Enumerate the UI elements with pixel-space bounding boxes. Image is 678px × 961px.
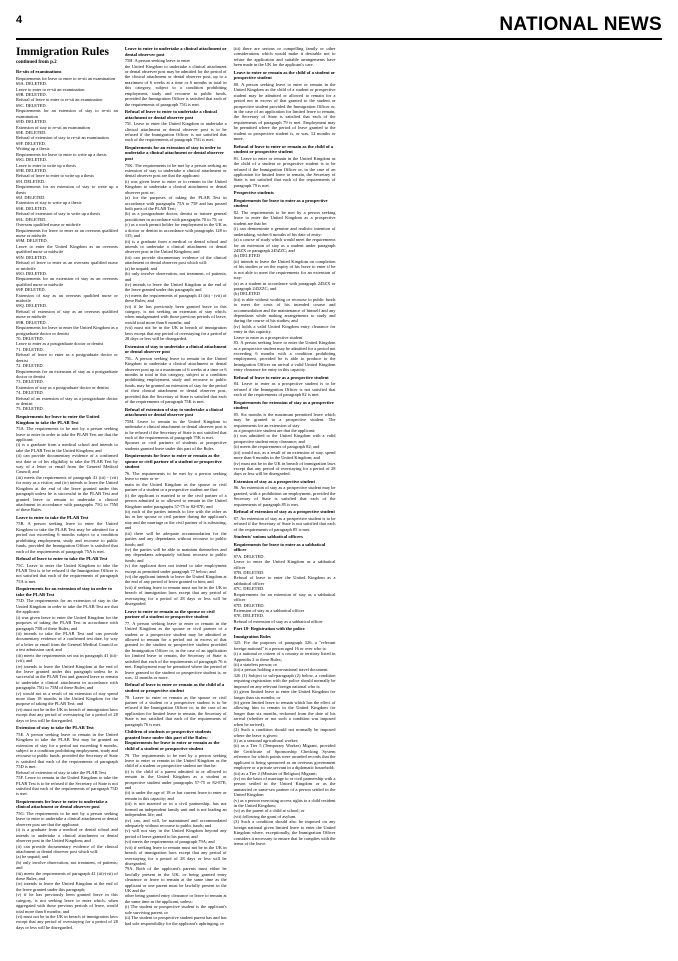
- rule-paragraph: (v) meets the requirements of paragraph 41 (iii) - (vii) of these Rules; and: [124, 292, 227, 304]
- rule-subheading: Students' unions sabbatical officers: [233, 533, 303, 539]
- rule-paragraph: (ii) is a graduate from a medical or dental school and intends to undertake a clinical attachment or dental observer post in the United Kingdom; and: [124, 238, 227, 255]
- rule-paragraph: 69K. DELETED.: [16, 205, 47, 211]
- rule-paragraph: 69F. DELETED.: [16, 140, 46, 146]
- rule-paragraph: (b) as a postgraduate doctor, dentist or trainee general practitioner in accordance with paragraphs 70 to 75; or: [124, 211, 227, 222]
- rule-paragraph: 69G. DELETED.: [16, 157, 47, 163]
- rule-subheading: Refusal of extension of stay as a prospective student: [233, 509, 335, 515]
- rule-paragraph: (iii) meets the requirements set out in paragraph 41 (iii)-(vii); and: [16, 652, 118, 664]
- rule-paragraph: (vii) if seeking leave to remain must not be in the UK in breach of immigration laws except that any period of overstaying for a period of 28 days or less will be disregarded.: [124, 584, 227, 607]
- rule-paragraph: 69R. DELETED.: [16, 319, 47, 325]
- rule-paragraph: 74. DELETED.: [16, 390, 44, 396]
- rule-paragraph: 326 (1) Subject to sub-paragraph (2) below, a condition requiring registration with the police should normally be imposed on any relevant foreign national who is:: [233, 672, 336, 689]
- rule-subheading: Leave to enter or remain as the spouse or civil partner of a student or prospective student: [124, 608, 215, 620]
- rule-paragraph: Requirements for an extension of stay as a sabbatical officer: [233, 591, 336, 603]
- rule-paragraph: 87A. DELETED.: [233, 553, 265, 559]
- rule-paragraph: Extension of stay to write up a thesis: [16, 200, 82, 206]
- rule-paragraph: 85. Six months is the maximum permitted leave which may be granted to a prospective student. The requirements for an extension of stay: [233, 411, 336, 428]
- rule-paragraph: (vii) following the grant of asylum.: [233, 813, 297, 819]
- rule-paragraph: 73. DELETED.: [16, 379, 44, 385]
- rule-paragraph: (ii) a stateless person; or: [233, 662, 278, 668]
- rule-subheading: Immigration Rules: [233, 633, 271, 639]
- rule-paragraph: (iii) meets the requirements of paragraph 41 (iii)-(vii) of these Rules; and: [16, 870, 118, 882]
- rule-paragraph: Refusal of extension of stay to re-sit an examination: [16, 135, 109, 141]
- rule-paragraph: (ii) intends to leave the United Kingdom on completion of his studies or on the expiry of his leave to enter if he is not able to meet the requirements for an extension of stay:: [233, 258, 336, 281]
- rule-paragraph: Requirements for an extension of stay as an overseas qualified nurse or midwife: [16, 276, 118, 287]
- rule-paragraph: (ii) can provide documentary evidence of the clinical attachment or dental observer post which will:: [16, 843, 118, 854]
- rule-paragraph: (ii) meets the requirements of paragraph 82; and: [233, 444, 320, 450]
- rule-paragraph: Leave to enter to write up a thesis: [16, 162, 77, 168]
- rule-paragraph: 69B. DELETED.: [16, 92, 47, 98]
- rule-paragraph: 69J. DELETED.: [16, 195, 46, 201]
- rule-paragraph: (a) as a student in accordance with paragraph 245ZX or paragraph 245ZZC; and: [233, 280, 336, 291]
- rule-paragraph: (2) Such a condition should not normally be imposed where the leave is given:: [233, 727, 336, 738]
- rule-paragraph: 75. DELETED.: [16, 406, 44, 412]
- rule-paragraph: 84. Leave to enter as a prospective student is to be refused if the Immigration Officer is not satisfied that each of the requirements of paragraph 82 is met.: [233, 381, 336, 398]
- rule-paragraph: 78. Leave to enter or remain as the spouse or civil partner of a student or a prospective student is to be refused if the Immigration Officer or, in the case of an application for limited leave to remain, the Secretary of State is not satisfied that each of the requirements of paragraph 76 is met.: [124, 694, 227, 727]
- rule-paragraph: 75B. A person seeking leave to enter the United Kingdom to take the PLAB Test may be admitted for a period not exceeding 6 months subject to a condition prohibiting employment, study and recourse to public funds, provided the Immigration Officer is satisfied that each of the requirements of paragraph 75A is met.: [16, 521, 118, 554]
- rule-paragraph: Extension of stay as a postgraduate doctor or dentist: [16, 384, 109, 390]
- rule-paragraph: (i) can demonstrate a genuine and realistic intention of undertaking, within 6 months of his date of entry:: [233, 226, 336, 237]
- rule-paragraph: (iii) is able without working or recourse to public funds to meet the costs of his intended course and accommodation and the maintenance of himself and any dependants while making arrangements to study and during the course of his studies; and: [233, 296, 336, 324]
- rule-subheading: Refusal of leave to enter or remain as the child of a student or prospective student: [233, 143, 334, 155]
- rule-paragraph: 72. DELETED.: [16, 363, 44, 369]
- rule-paragraph: (v) if he has previously been granted leave in this category, is not seeking leave to enter which, when aggregated with those previous periods of leave, would total more than 6 months; and: [16, 892, 118, 914]
- rule-paragraph: 69C. DELETED.: [16, 102, 47, 108]
- rule-paragraph: Writing up a thesis: [16, 146, 50, 152]
- rule-subheading: Requirements for leave to enter to undertake a clinical attachment or dental observer post: [16, 798, 108, 810]
- rule-subheading: Requirements for an extension of stay in order to undertake a clinical attachment or dental observer post: [124, 144, 224, 162]
- rule-paragraph: Refusal of extension of stay to take the PLAB Test: [16, 769, 106, 775]
- rule-paragraph: Extension of stay to re-sit an examination: [16, 124, 90, 130]
- rule-paragraph: (v) will not stay in the United Kingdom beyond any period of leave granted to his parent; and: [124, 828, 227, 839]
- folio-number: 4: [16, 14, 23, 26]
- rule-paragraph: 76. The requirements to be met by a person seeking leave to enter or re-: [124, 471, 227, 482]
- rule-paragraph: 87D. DELETED.: [233, 602, 265, 608]
- rule-paragraph: Requirements for leave to enter as an overseas qualified nurse or midwife: [16, 227, 118, 238]
- rule-paragraph: (iii) there will be adequate accommodation for the parties and any dependants without recourse to public funds; and: [124, 530, 227, 547]
- rule-paragraph: Requirements for leave to enter the United Kingdom as a postgraduate doctor or dentist: [16, 325, 118, 336]
- rule-paragraph: 75H. A person seeking leave to enter: [124, 58, 191, 64]
- rule-subheading: Requirements for leave to enter the United Kingdom to take the PLAB Test: [16, 413, 100, 425]
- rule-paragraph: Extension of stay as an overseas qualified nurse or midwife: [16, 292, 118, 304]
- rule-paragraph: 69H. DELETED.: [16, 167, 47, 173]
- rule-paragraph: Leave to enter the United Kingdom as a sabbatical officer: [233, 559, 336, 570]
- rule-paragraph: 87. An extension of stay as a prospective student is to be refused if the Secretary of State is not satisfied that each of the requirements of paragraph 85 is met.: [233, 515, 336, 532]
- rule-paragraph: the United Kingdom to undertake a clinical attachment or dental observer post may be admitted for the period of the clinical attachment or dental observer post, up to a maximum of 6 weeks at a time or 6 months in total in this category, subject to a condition prohibiting employment, study and recourse to public funds, provided the Immigration Officer is satisfied that each of the requirements of paragraph 75G is met.: [124, 63, 227, 107]
- rule-paragraph: (vi) meets the requirements of paragraph 79A; and: [124, 839, 215, 845]
- rule-paragraph: (i) is a graduate from a medical school and intends to take the PLAB Test in the United Kingdom; and: [16, 442, 118, 453]
- rule-paragraph: 69M. DELETED.: [16, 238, 48, 244]
- rule-paragraph: 75M. Leave to remain in the United Kingdom to undertake a clinical attachment or dental observer post is to be refused if the Secretary of State is not satisfied that each of the requirements of paragraph 75K is met.: [124, 418, 227, 440]
- rule-paragraph: (c) as a work permit holder for employment in the UK as a doctor or dentist in accordance with paragraphs 128 to 135; and: [124, 222, 227, 239]
- rule-subheading: Refusal of leave to enter or remain as the child of a student or prospective student: [124, 682, 225, 694]
- rule-paragraph: 71. DELETED.: [16, 346, 44, 352]
- rule-paragraph: (i) The student or prospective student is the applicant's sole surviving parent, or: [124, 904, 227, 915]
- rule-paragraph: (iv) can, and will, be maintained and accommodated adequately without recourse to public funds; and: [124, 817, 227, 828]
- rule-paragraph: (a) be unpaid; and: [124, 265, 157, 271]
- rule-paragraph: 69I. DELETED.: [16, 178, 46, 184]
- rule-paragraph: Refusal of leave to enter the United Kingdom as a sabbatical officer: [233, 575, 336, 586]
- rule-paragraph: 69A. DELETED.: [16, 81, 47, 87]
- rule-paragraph: (iv) intends to leave the United Kingdom at the end of the leave granted under this paragraph; and: [124, 281, 227, 293]
- rule-paragraph: (i) the applicant is married to or the civil partner of a person admitted to or allowed to remain in the United Kingdom under paragraphs 57-75 or 82-87E; and: [124, 492, 227, 509]
- rule-subheading: Requirements for leave to enter as a prospective student: [233, 197, 328, 209]
- rule-paragraph: 81. Leave to enter or remain in the United Kingdom as the child of a student or prospective student is to be refused if the Immigration Officer or, in the case of an application for limited leave to remain, the Secretary of State is not satisfied that each of the requirements of paragraph 79 is met.: [233, 155, 336, 188]
- rule-paragraph: (ii) The student or prospective student parent has and has had sole responsibility for the applicant's upbringing, or: [124, 915, 227, 926]
- rule-paragraph: Requirements for leave to enter to re-sit an examination: [16, 75, 116, 81]
- rule-paragraph: 69O. DELETED.: [16, 270, 47, 276]
- section-subhead: Re-sits of examinations: [16, 69, 62, 75]
- rule-paragraph: 75E. A person seeking leave to remain in the United Kingdom to take the PLAB Test may be granted an extension of stay for a period not exceeding 6 months, subject to a condition prohibiting employment, study and recourse to public funds, provided the Secretary of State is satisfied that each of the requirements of paragraph 75D is met.: [16, 731, 118, 770]
- rule-subheading: Requirements for leave to enter or remain as the spouse or civil partner of a student or prospective student: [124, 453, 222, 470]
- rule-paragraph: Overseas qualified nurse or midwife: [16, 222, 81, 228]
- rule-paragraph: 69L. DELETED.: [16, 216, 47, 222]
- rule-paragraph: (iv) the parties will be able to maintain themselves and any dependants adequately without recourse to public funds; and: [124, 546, 227, 563]
- rule-subheading: Children of students or prospective students granted leave under this part of the Rules: Requirements for leave to enter or remain as the child of a student or prospective student: [124, 729, 220, 751]
- rule-paragraph: (iv) must not be in the UK in breach of immigration laws except that any period of overstaying for a period of 28 days or less will be disregarded.: [233, 460, 336, 477]
- rule-subheading: Extension of stay to undertake a clinical attachment or dental observer post: [124, 343, 227, 355]
- rule-subheading: Requirements for leave to enter as a sabbatical officer: [233, 541, 326, 553]
- rule-paragraph: 69D. DELETED.: [16, 119, 47, 125]
- rule-paragraph: 69E. DELETED.: [16, 129, 47, 135]
- rule-paragraph: (iii) a person holding a non-national travel document.: [233, 667, 329, 673]
- rule-paragraph: Refusal of leave to enter to re-sit an examination: [16, 97, 103, 103]
- rule-paragraph: main in the United Kingdom as the spouse or civil partner of a student or a prospective student are that:: [124, 481, 227, 493]
- rule-paragraph: Refusal of extension of stay as an overseas qualified nurse or midwife: [16, 308, 118, 320]
- rule-paragraph: (b) DELETED: [233, 253, 260, 259]
- rule-subheading: Refusal of leave to enter as a prospective student: [233, 374, 329, 380]
- rule-paragraph: 80. A person seeking leave to enter or remain in the United Kingdom as the child of a student or prospective student may be admitted or allowed to remain for a period not in excess of that granted to the student or prospective student provided the Immigration Officer or, in the case of an application for limited leave to remain, the Secretary of State is satisfied that each of the requirements of paragraph 79 is met. Employment may be permitted where the period of leave granted to the student or prospective student is, or was, 12 months or more.: [233, 81, 336, 142]
- rule-paragraph: Leave to enter as a prospective student: [233, 334, 303, 340]
- rule-paragraph: 86. An extension of stay as a prospective student may be granted, with a prohibition on employment, provided the Secretary of State is satisfied that each of the requirements of paragraph 85 is met.: [233, 485, 336, 507]
- rule-paragraph: (vi) if he has previously been granted leave in this category, is not seeking an extension of stay which, when amalgamated with those previous periods of leave, would total more than 6 months; and: [124, 303, 227, 325]
- rule-subheading: Leave to enter to undertake a clinical attachment or dental observer post: [124, 46, 227, 57]
- rule-paragraph: 69Q. DELETED.: [16, 303, 47, 309]
- rule-paragraph: Refusal of extension of stay to write up a thesis: [16, 211, 101, 217]
- rule-paragraph: (vi) must not be in the UK in breach of immigration laws except that any period of overstaying for a period of 28 days or less will be disregarded.: [16, 706, 118, 723]
- rule-paragraph: (a) for the purposes of taking the PLAB Test in accordance with paragraphs 75A to 75F and has passed both parts of the PLAB Test;: [124, 195, 227, 212]
- rule-subheading: Refusal of leave to enter to undertake a clinical attachment or dental observer post: [124, 108, 217, 120]
- rule-paragraph: (ii) intends to take the PLAB Test and can provide documentary evidence of a confirmed test date, by way of a letter or email from the General Medical Council or a test admission card; and: [16, 630, 118, 653]
- rule-paragraph: (i) is a graduate from a medical or dental school and intends to undertake a clinical attachment or dental observer post in the United Kingdom; and: [16, 827, 118, 844]
- rule-paragraph: 87B. DELETED.: [233, 569, 265, 575]
- rule-paragraph: Leave to enter to re-sit an examination: [16, 86, 85, 92]
- article-continued-from: continued from p.2: [16, 60, 57, 66]
- rule-paragraph: (vi) as the parent of a child at school; or: [233, 808, 305, 814]
- rule-paragraph: Refusal of leave to enter to write up a thesis: [16, 173, 95, 179]
- rule-paragraph: 87C. DELETED.: [233, 586, 265, 592]
- rule-paragraph: 82. The requirements to be met by a person seeking leave to enter the United Kingdom as a prospective student are that he:: [233, 210, 336, 226]
- rule-paragraph: (iii) meets the requirements of paragraph 41 (iii) - (vii) for entry as a visitor; and (iv) intends to leave the United Kingdom at the end of the leave granted under this paragraph unless he is successful in the PLAB Test and granted leave to remain to undertake a clinical attachment in accordance with paragraphs 75G to 75M of these Rules.: [16, 474, 118, 513]
- rule-paragraph: 79. The requirements to be met by a person seeking leave to enter or remain in the United Kingdom as the child of a student or prospective student are that he:: [124, 752, 227, 769]
- rule-paragraph: (vi) must not be in the UK in breach of immigration laws except that any period of overstaying for a period of 28 days or less will be disregarded.: [16, 914, 118, 930]
- rule-paragraph: Requirements for an extension of stay as a postgraduate doctor or dentist: [16, 368, 118, 379]
- rule-paragraph: (iv) intends to leave the United Kingdom at the end of the leave granted under this paragraph;: [16, 881, 118, 892]
- rule-paragraph: Extension of stay as a sabbatical officer: [233, 607, 305, 613]
- article-headline: Immigration Rules: [16, 46, 109, 58]
- rule-paragraph: (b) DELETED: [233, 291, 260, 297]
- rule-paragraph: (ii) as a Tier 5 (Temporary Worker) Migrant, provided the Certificate of Sponsorship Checking System reference for which points were awarded records that the applicant is being sponsored as an overseas government employee or a private servant in a diplomatic household;: [233, 743, 336, 771]
- rule-paragraph: Requirements for an extension of stay to re-sit an examination: [16, 108, 118, 119]
- rule-paragraph: as a prospective student are that the applicant:: [233, 427, 316, 433]
- rule-paragraph: 77. A person seeking leave to enter or remain in the United Kingdom as the spouse or civil partner of a student or a prospective student may be admitted or allowed to remain for a period not in excess of that granted to the student or prospective student provided the Immigration Officer or, in the case of an application for limited leave to remain, the Secretary of State is satisfied that each of the requirements of paragraph 76 is met. Employment may be permitted where the period of leave granted to the student or prospective student is, or was, 12 months or more.: [124, 620, 227, 680]
- rule-paragraph: (iv) intends to leave the United Kingdom at the end of the leave granted under this paragraph unless he is successful in the PLAB Test and granted leave to remain to undertake a clinical attachment in accordance with paragraphs 75G to 75M of these Rules; and: [16, 663, 118, 691]
- rule-paragraph: 75G. The requirements to be met by a person seeking leave to enter to undertake a clinical attachment or dental observer post are that the applicant:: [16, 810, 118, 827]
- rule-paragraph: (ii) can provide documentary evidence of a confirmed test date or of his eligibility to take the PLAB Test by way of a letter or email from the General Medical Council; and: [16, 453, 118, 475]
- rule-paragraph: (v) the applicant does not intend to take employment except as permitted under paragraph 77 below; and: [124, 563, 227, 574]
- rule-paragraph: (v) as a person exercising access rights to a child resident in the United Kingdom;: [233, 797, 336, 809]
- rule-paragraph: (i) a national or citizen of a country or territory listed in Appendix 2 to these Rules;: [233, 651, 336, 662]
- rule-subheading: Leave to enter to take the PLAB Test: [16, 514, 89, 520]
- rule-paragraph: 75L. A person seeking leave to remain in the United Kingdom to undertake a clinical attachment or dental observer post up to a maximum of 6 weeks at a time or 6 months in total in this category, subject to a condition prohibiting employment, study and recourse to public funds, may be granted an extension of stay for the period of their clinical attachment or dental observer post, provided that the Secretary of State is satisfied that each of the requirements of paragraph 75K is met.: [124, 355, 227, 405]
- rule-subheading: Leave to enter or remain as the child of a student or prospective student: [233, 69, 336, 81]
- rule-paragraph: Refusal of leave to enter as an overseas qualified nurse or midwife: [16, 260, 118, 271]
- rule-paragraph: (a) be unpaid; and: [16, 854, 49, 860]
- rule-subheading: Requirements for an extension of stay in order to take the PLAB Test: [16, 586, 112, 597]
- rule-paragraph: (3) Such a condition should also be imposed on any foreign national given limited leave to enter the United Kingdom where, exceptionally, the Immigration Officer considers it necessary to ensure that he complies with the terms of the leave.: [233, 819, 336, 846]
- rule-paragraph: 75D. The requirements for an extension of stay in the United Kingdom in order to take the PLAB Test are that the applicant:: [16, 598, 118, 615]
- rule-paragraph: (iii) can provide documentary evidence of the clinical attachment or dental observer post which will:: [124, 254, 227, 266]
- rule-paragraph: 75I. Leave to enter the United Kingdom to undertake a clinical attachment or dental observer post is to be refused if the Immigration Officer is not satisfied that each of the requirements of paragraph 75G is met.: [124, 121, 227, 143]
- rule-paragraph: (ii) each of the parties intends to live with the other as his or her spouse or civil partner during the applicant's stay and the marriage or the civil partner of is subsisting; and: [124, 509, 227, 531]
- rule-paragraph: 75C. Leave to enter the United Kingdom to take the PLAB Test is to be refused if the Immigration Officer is not satisfied that each of the requirements of paragraph 75A is met.: [16, 562, 118, 584]
- rule-paragraph: Leave to enter the United Kingdom as an overseas qualified nurse or midwife: [16, 243, 118, 255]
- rule-subheading: Part 10- Registration with the police: [233, 626, 305, 632]
- rule-paragraph: (a) a course of study which would meet the requirements for an extension of stay as a student under paragraph 245ZX or paragraph 245ZZC; and: [233, 237, 336, 253]
- section-masthead: NATIONAL NEWS: [499, 14, 662, 35]
- rule-paragraph: (iii) is not married or in a civil partnership, has not formed an independent family unit and is not leading an independent life; and: [124, 801, 227, 818]
- rule-paragraph: (ii) given limited leave to remain which has the effect of allowing him to remain in the United Kingdom for longer than six months, reckoned from the date of his arrival (whether or not such a condition was imposed when he arrived).: [233, 700, 336, 727]
- rule-paragraph: (b) only involve observation, not treatment, of patients; and: [124, 271, 227, 282]
- rule-paragraph: Refusal of leave to enter as a postgraduate doctor or dentist: [16, 352, 118, 363]
- rule-paragraph: (vii) must not be in the UK in breach of immigration laws except that any period of overstaying for a period of 28 days or less will be disregarded.: [124, 325, 227, 342]
- rule-paragraph: 75K. The requirements to be met by a person seeking an extension of stay to undertake a clinical attachment or dental observer post are that the applicant:: [124, 162, 227, 179]
- rule-paragraph: (v) would not as a result of an extension of stay spend more than 18 months in the United Kingdom for the purpose of taking the PLAB Test; and: [16, 690, 118, 707]
- rule-paragraph: Refusal of extension of stay as a sabbatical officer: [233, 618, 323, 624]
- rule-paragraph: other being granted entry clearance or leave to remain at the same time as the applicant, unless:: [124, 893, 227, 904]
- rule-paragraph: (i) given limited leave to enter the United Kingdom for longer than six months; or: [233, 689, 336, 700]
- rule-paragraph: Requirements for an extension of stay to write up a thesis: [16, 184, 118, 195]
- rule-subheading: Refusal of leave to enter to take the PLAB Test: [16, 555, 108, 561]
- rule-paragraph: 69N. DELETED.: [16, 254, 47, 260]
- rule-subheading: Requirements for extension of stay as a prospective student: [233, 399, 334, 411]
- rule-paragraph: Leave to enter as a postgraduate doctor or dentist: [16, 341, 104, 347]
- rule-subheading: Extension of stay as a prospective student: [233, 478, 315, 484]
- page-header: [16, 14, 662, 40]
- rule-paragraph: (i) is the child of a parent admitted to or allowed to remain in the United Kingdom as a student or prospective student under paragraphs 57-75 or 82-87E; and: [124, 768, 227, 791]
- rule-paragraph: (ii) is under the age of 18 or has current leave to enter or remain in this capacity; and: [124, 790, 227, 801]
- rule-paragraph: (iv) holds a valid United Kingdom entry clearance for entry in this capacity.: [233, 323, 336, 335]
- rule-paragraph: Refusal of an extension of stay as a postgraduate doctor or dentist: [16, 395, 118, 407]
- rule-paragraph: (iv) on the basis of marriage to or civil partnership with a person settled in the United Kingdom or as the unmarried or same-sex partner of a person settled in the United Kingdom: [233, 775, 336, 798]
- rule-paragraph: Spouses or civil partners of students or prospective students granted leave under this part of the Rules: [124, 440, 227, 451]
- rule-paragraph: (vi) the applicant intends to leave the United Kingdom at the end of any period of leave granted to him; and: [124, 574, 227, 585]
- rule-paragraph: 83. A person seeking leave to enter the United Kingdom as a prospective student may be admitted for a period not exceeding 6 months with a condition prohibiting employment, provided he is able to produce to the Immigration Officer on arrival a valid United Kingdom entry clearance for entry in this capacity.: [233, 340, 336, 373]
- rule-paragraph: (i) was admitted to the United Kingdom with a valid prospective student entry clearance; and: [233, 433, 336, 444]
- rule-paragraph: (b) only involve observation, not treatment, of patients; and: [16, 859, 118, 871]
- rule-paragraph: Requirements for leave to enter to write up a thesis: [16, 151, 107, 157]
- rule-paragraph: 75A. The requirements to be met by a person seeking leave to enter in order to take the PLAB Test are that the applicant:: [16, 426, 118, 442]
- article-body: [16, 46, 662, 931]
- rule-paragraph: (iii) there are serious or compelling family or other considerations which would make it desirable not to refuse the application and suitable arrangements have been made in the UK for the applicant's care.: [233, 46, 336, 68]
- rule-paragraph: 79A. Both of the applicant's parents must either be lawfully present in the UK, or being granted entry clearance or leave to remain at the same time as the applicant or one parent must be lawfully present in the UK and the: [124, 866, 227, 894]
- rule-paragraph: 325. For the purposes of paragraph 326, a "relevant foreign national" is a person aged 16 or over who is:: [233, 640, 336, 651]
- rule-paragraph: 75F. Leave to remain in the United Kingdom to take the PLAB Test is to be refused if the Secretary of State is not satisfied that each of the requirements of paragraph 75D is met.: [16, 775, 118, 797]
- rule-paragraph: (i) was given leave to enter the United Kingdom for the purposes of taking the PLAB Test in accordance with paragraph 75B of these Rules; and: [16, 614, 118, 631]
- rule-paragraph: (i) as a seasonal agricultural worker;: [233, 737, 299, 743]
- rule-paragraph: (vii) if seeking leave to remain must not be in the UK in breach of immigration laws except that any period of overstaying for a period of 28 days or less will be disregarded.: [124, 844, 227, 866]
- rule-subheading: Refusal of extension of stay to undertake a clinical attachment or dental observer post: [124, 406, 224, 418]
- rule-paragraph: (i) was given leave to enter or to remain in the United Kingdom to undertake a clinical attachment or dental observer post or;: [124, 178, 227, 195]
- rule-paragraph: (iii) as a Tier 2 (Minister of Religion) Migrant;: [233, 770, 317, 776]
- rule-subheading: Extension of stay to take the PLAB Test: [16, 725, 94, 731]
- rule-paragraph: 87E. DELETED.: [233, 613, 265, 619]
- rule-subheading: Prospective students: [233, 190, 274, 196]
- rule-paragraph: 69P. DELETED.: [16, 287, 46, 293]
- rule-paragraph: 70. DELETED.: [16, 336, 44, 341]
- rule-paragraph: (iii) would not, as a result of an extension of stay, spend more than 6 months in the United Kingdom; and: [233, 449, 336, 461]
